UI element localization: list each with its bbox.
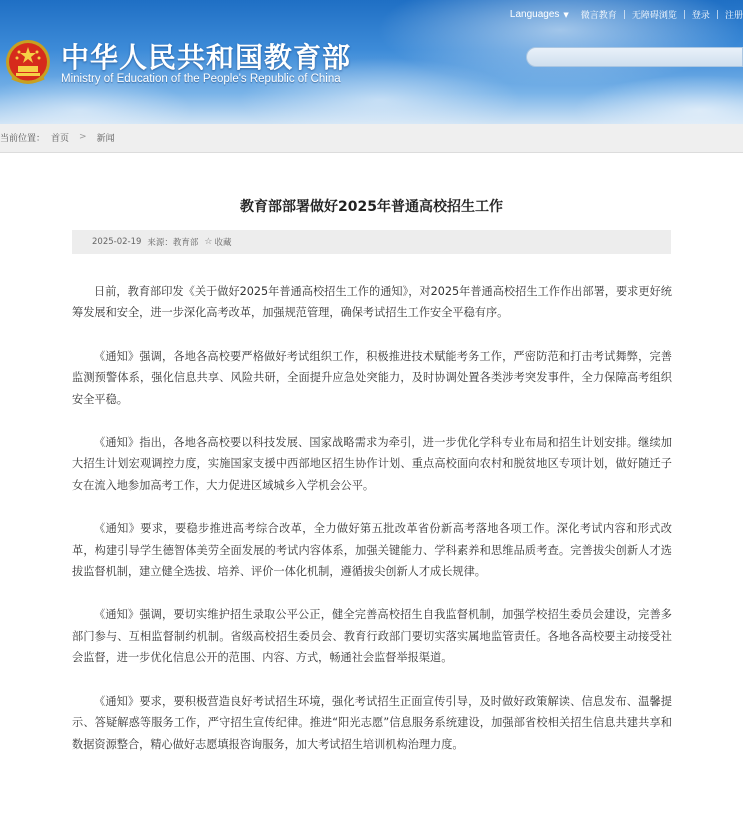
article-meta: [72, 230, 671, 254]
top-links: [510, 8, 743, 21]
article-source: 来源：教育部: [147, 238, 199, 248]
star-icon: ☆: [204, 237, 213, 247]
favorite-button[interactable]: [204, 236, 237, 248]
article-panel: [0, 152, 743, 818]
article-paragraph: 日前，教育部印发《关于做好2025年普通高校招生工作的通知》，对2025年普通高校招生工作作出部署，要求更好统筹发展和安全，进一步深化高考改革，加强规范管理，确保考试招生工作安全平稳有序。: [72, 285, 672, 320]
site-title[interactable]: 中华人民共和国教育部: [61, 41, 352, 74]
article-paragraph: 《通知》要求，要稳步推进高考综合改革，全力做好第五批改革省份新高考落地各项工作。深化考试内容和形式改革，构建引导学生德智体美劳全面发展的考试内容体系，加强关键能力、学科素养和思维品质考查。完善拔尖创新人才选拔监督机制，建立健全选拔、培养、评价一体化机制，遵循拔尖创新人才成长规律。: [72, 522, 672, 579]
breadcrumb-home[interactable]: 首页: [51, 133, 70, 144]
favorite-label: 收藏: [214, 238, 232, 248]
article-title: 教育部部署做好2025年普通高校招生工作: [240, 199, 503, 215]
breadcrumb: [0, 129, 115, 145]
divider: |: [622, 9, 626, 20]
header-banner: [0, 0, 743, 124]
article-paragraph: 《通知》指出，各地各高校要以科技发展、国家战略需求为牵引，进一步优化学科专业布局和招生计划安排。继续加大招生计划宏观调控力度，实施国家支援中西部地区招生协作计划、重点高校面向农村和脱贫地区专项计划，做好随迁子女在流入地参加高考工作，大力促进区域城乡入学机会公平。: [72, 436, 672, 492]
article-paragraph: 《通知》要求，要积极营造良好考试招生环境，强化考试招生正面宣传引导，及时做好政策解读、信息发布、温馨提示、答疑解惑等服务工作，严守招生宣传纪律。推进“阳光志愿”信息服务系统建设，加强部省校相关招生信息共建共享和数据资源整合，精心做好志愿填报咨询服务，加大考试招生培训机构治理力度。: [72, 694, 672, 751]
article-date: 2025-02-19: [92, 237, 142, 247]
search-box[interactable]: [526, 47, 743, 67]
search-input[interactable]: [527, 52, 742, 70]
login-link[interactable]: 登录: [691, 11, 710, 21]
site-subtitle: Ministry of Education of the People's Republic of China: [61, 73, 341, 85]
caret-down-icon[interactable]: ▼: [563, 10, 569, 19]
weiyan-jiaoyu-link[interactable]: 微言教育: [580, 11, 617, 21]
languages-menu[interactable]: Languages: [509, 9, 560, 20]
chevron-right-icon: >: [79, 132, 87, 142]
article-paragraph: 《通知》强调，各地各高校要严格做好考试组织工作，积极推进技术赋能考务工作，严密防范和打击考试舞弊，完善监测预警体系，强化信息共享、风险共研，全面提升应急处突能力，及时协调处置各类涉考突发事件，全力保障高考组织安全平稳。: [72, 349, 672, 406]
divider: |: [682, 9, 686, 20]
breadcrumb-label: 当前位置：: [0, 133, 46, 144]
register-link[interactable]: 注册: [724, 11, 743, 21]
national-emblem-icon[interactable]: [4, 38, 52, 86]
article-body: [72, 281, 672, 777]
breadcrumb-current[interactable]: 新闻: [96, 133, 115, 144]
article-paragraph: 《通知》强调，要切实维护招生录取公平公正，健全完善高校招生自我监督机制，加强学校招生委员会建设，完善多部门参与、互相监督制约机制。省级高校招生委员会、教育行政部门要切实落实属地监管责任。各地各高校要主动接受社会监督，进一步优化信息公开的范围、内容、方式，畅通社会监督举报渠道。: [72, 608, 672, 665]
accessibility-link[interactable]: 无障碍浏览: [631, 11, 677, 21]
divider: |: [715, 9, 719, 20]
